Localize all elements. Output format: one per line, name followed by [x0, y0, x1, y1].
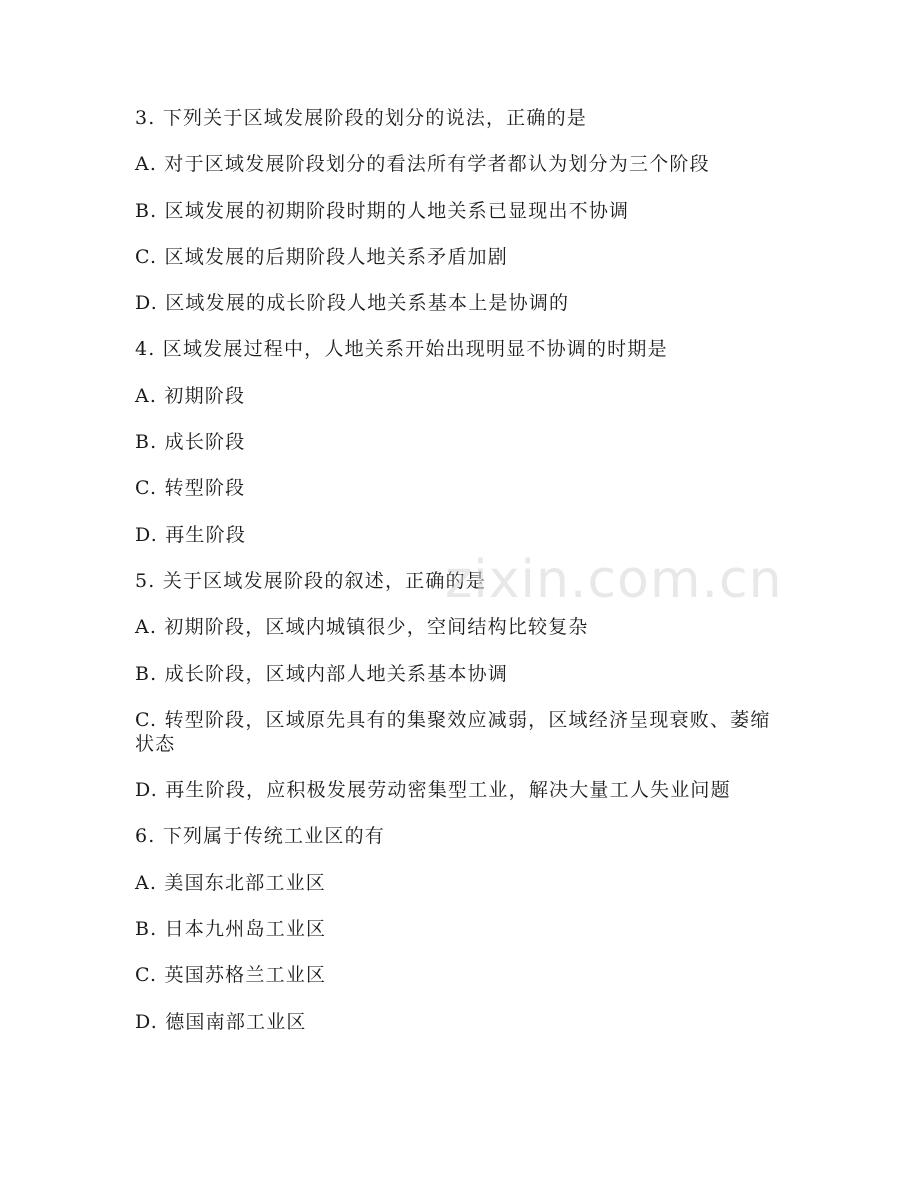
question-4-stem: 4. 区域发展过程中，人地关系开始出现明显不协调的时期是 [135, 338, 668, 361]
question-4-option-a: A. 初期阶段 [135, 384, 246, 407]
question-3-option-c: C. 区域发展的后期阶段人地关系矛盾加剧 [135, 245, 508, 268]
question-5-option-b: B. 成长阶段，区域内部人地关系基本协调 [135, 662, 509, 685]
watermark: zixin.com.cn [445, 550, 783, 610]
question-list [135, 106, 795, 1056]
question-3-option-a: A. 对于区域发展阶段划分的看法所有学者都认为划分为三个阶段 [135, 153, 710, 176]
question-5-option-c: C. 转型阶段，区域原先具有的集聚效应减弱，区域经济呈现衰败、萎缩状态 [135, 708, 771, 755]
question-5-option-a: A. 初期阶段，区域内城镇很少，空间结构比较复杂 [135, 616, 589, 639]
question-4-option-d: D. 再生阶段 [135, 523, 247, 546]
question-6-option-d: D. 德国南部工业区 [135, 1010, 307, 1033]
question-6-stem: 6. 下列属于传统工业区的有 [135, 825, 385, 848]
question-5-stem: 5. 关于区域发展阶段的叙述，正确的是 [135, 569, 486, 592]
question-6-option-b: B. 日本九州岛工业区 [135, 918, 327, 941]
question-6-option-a: A. 美国东北部工业区 [135, 871, 327, 894]
question-4-option-c: C. 转型阶段 [135, 477, 246, 500]
question-3-stem: 3. 下列关于区域发展阶段的划分的说法，正确的是 [135, 107, 587, 129]
question-5-option-d: D. 再生阶段，应积极发展劳动密集型工业，解决大量工人失业问题 [135, 779, 731, 802]
question-3-option-d: D. 区域发展的成长阶段人地关系基本上是协调的 [135, 292, 570, 315]
question-6-option-c: C. 英国苏格兰工业区 [135, 964, 327, 987]
question-4-option-b: B. 成长阶段 [135, 431, 246, 454]
question-3-option-b: B. 区域发展的初期阶段时期的人地关系已显现出不协调 [135, 199, 630, 222]
